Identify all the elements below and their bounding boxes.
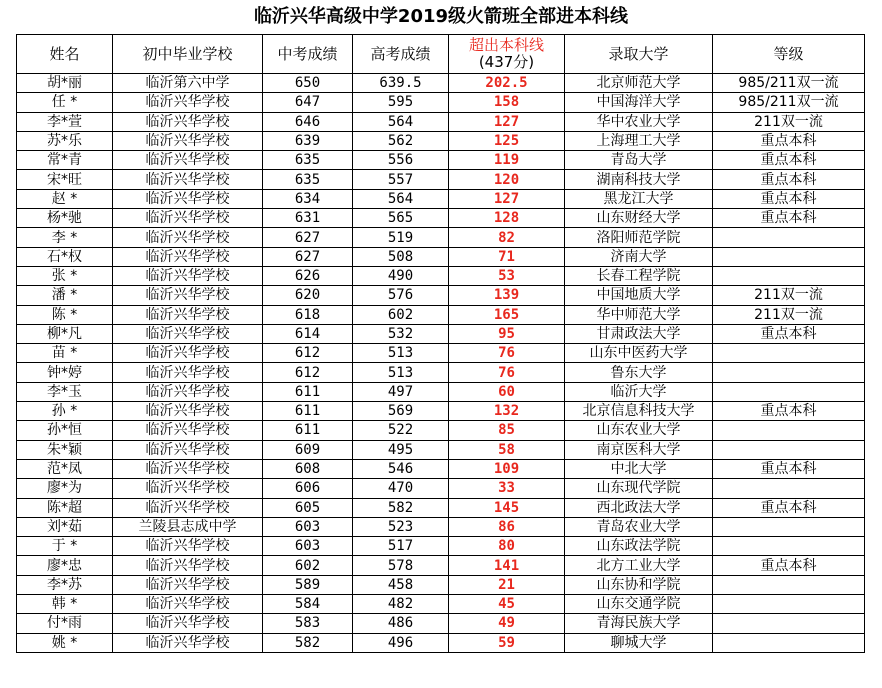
header-exceed-line1: 超出本科线 xyxy=(468,36,544,54)
cell-zhongkao: 650 xyxy=(263,74,353,93)
cell-university: 山东农业大学 xyxy=(565,421,713,440)
cell-university: 长春工程学院 xyxy=(565,266,713,285)
cell-exceed: 132 xyxy=(449,402,565,421)
cell-exceed: 82 xyxy=(449,228,565,247)
cell-school: 临沂兴华学校 xyxy=(113,324,263,343)
cell-gaokao: 602 xyxy=(353,305,449,324)
cell-exceed: 158 xyxy=(449,93,565,112)
cell-gaokao: 639.5 xyxy=(353,74,449,93)
cell-zhongkao: 631 xyxy=(263,209,353,228)
cell-name: 孙*恒 xyxy=(17,421,113,440)
cell-exceed: 120 xyxy=(449,170,565,189)
cell-gaokao: 564 xyxy=(353,189,449,208)
cell-zhongkao: 609 xyxy=(263,440,353,459)
cell-zhongkao: 611 xyxy=(263,402,353,421)
cell-zhongkao: 602 xyxy=(263,556,353,575)
table-row xyxy=(17,537,865,556)
cell-gaokao: 532 xyxy=(353,324,449,343)
cell-name: 钟*婷 xyxy=(17,363,113,382)
cell-gaokao: 578 xyxy=(353,556,449,575)
cell-level xyxy=(713,382,865,401)
cell-name: 苗 * xyxy=(17,344,113,363)
cell-zhongkao: 635 xyxy=(263,170,353,189)
cell-gaokao: 486 xyxy=(353,614,449,633)
cell-gaokao: 517 xyxy=(353,537,449,556)
cell-university: 西北政法大学 xyxy=(565,498,713,517)
cell-zhongkao: 618 xyxy=(263,305,353,324)
table-row xyxy=(17,517,865,536)
cell-school: 临沂兴华学校 xyxy=(113,537,263,556)
cell-zhongkao: 646 xyxy=(263,112,353,131)
cell-school: 兰陵县志成中学 xyxy=(113,517,263,536)
cell-name: 李*萱 xyxy=(17,112,113,131)
cell-school: 临沂兴华学校 xyxy=(113,151,263,170)
cell-exceed: 127 xyxy=(449,112,565,131)
cell-exceed: 85 xyxy=(449,421,565,440)
cell-school: 临沂兴华学校 xyxy=(113,228,263,247)
cell-level: 重点本科 xyxy=(713,459,865,478)
cell-university: 鲁东大学 xyxy=(565,363,713,382)
header-exceed xyxy=(449,35,565,74)
cell-university: 临沂大学 xyxy=(565,382,713,401)
cell-school: 临沂兴华学校 xyxy=(113,131,263,150)
cell-university: 洛阳师范学院 xyxy=(565,228,713,247)
table-row xyxy=(17,556,865,575)
cell-gaokao: 564 xyxy=(353,112,449,131)
cell-gaokao: 496 xyxy=(353,633,449,652)
cell-zhongkao: 611 xyxy=(263,382,353,401)
cell-gaokao: 495 xyxy=(353,440,449,459)
cell-university: 山东中医药大学 xyxy=(565,344,713,363)
cell-name: 孙 * xyxy=(17,402,113,421)
cell-exceed: 59 xyxy=(449,633,565,652)
cell-name: 范*凤 xyxy=(17,459,113,478)
cell-gaokao: 546 xyxy=(353,459,449,478)
cell-zhongkao: 620 xyxy=(263,286,353,305)
cell-zhongkao: 582 xyxy=(263,633,353,652)
cell-level xyxy=(713,517,865,536)
table-row xyxy=(17,421,865,440)
cell-school: 临沂兴华学校 xyxy=(113,247,263,266)
cell-zhongkao: 612 xyxy=(263,363,353,382)
cell-level xyxy=(713,266,865,285)
cell-name: 廖*忠 xyxy=(17,556,113,575)
table-row xyxy=(17,363,865,382)
cell-level: 重点本科 xyxy=(713,189,865,208)
cell-university: 湖南科技大学 xyxy=(565,170,713,189)
cell-exceed: 202.5 xyxy=(449,74,565,93)
header-level: 等级 xyxy=(713,35,865,74)
cell-university: 山东协和学院 xyxy=(565,575,713,594)
cell-name: 柳*凡 xyxy=(17,324,113,343)
cell-university: 北京信息科技大学 xyxy=(565,402,713,421)
cell-level: 重点本科 xyxy=(713,556,865,575)
cell-university: 山东现代学院 xyxy=(565,479,713,498)
cell-gaokao: 582 xyxy=(353,498,449,517)
cell-school: 临沂兴华学校 xyxy=(113,189,263,208)
cell-university: 甘肃政法大学 xyxy=(565,324,713,343)
cell-school: 临沂兴华学校 xyxy=(113,402,263,421)
cell-name: 李*玉 xyxy=(17,382,113,401)
table-row xyxy=(17,170,865,189)
cell-exceed: 125 xyxy=(449,131,565,150)
cell-gaokao: 490 xyxy=(353,266,449,285)
cell-exceed: 21 xyxy=(449,575,565,594)
cell-name: 朱*颖 xyxy=(17,440,113,459)
cell-zhongkao: 606 xyxy=(263,479,353,498)
cell-exceed: 71 xyxy=(449,247,565,266)
cell-gaokao: 519 xyxy=(353,228,449,247)
table-row xyxy=(17,344,865,363)
cell-school: 临沂兴华学校 xyxy=(113,363,263,382)
cell-gaokao: 576 xyxy=(353,286,449,305)
cell-name: 宋*旺 xyxy=(17,170,113,189)
cell-zhongkao: 612 xyxy=(263,344,353,363)
cell-exceed: 76 xyxy=(449,344,565,363)
cell-level xyxy=(713,595,865,614)
cell-name: 苏*乐 xyxy=(17,131,113,150)
cell-level: 211双一流 xyxy=(713,305,865,324)
cell-name: 任 * xyxy=(17,93,113,112)
cell-level xyxy=(713,440,865,459)
table-row xyxy=(17,498,865,517)
cell-exceed: 45 xyxy=(449,595,565,614)
cell-exceed: 109 xyxy=(449,459,565,478)
cell-zhongkao: 627 xyxy=(263,247,353,266)
cell-gaokao: 513 xyxy=(353,344,449,363)
cell-name: 常*青 xyxy=(17,151,113,170)
cell-name: 陈*超 xyxy=(17,498,113,517)
cell-zhongkao: 627 xyxy=(263,228,353,247)
cell-school: 临沂兴华学校 xyxy=(113,614,263,633)
cell-university: 中北大学 xyxy=(565,459,713,478)
cell-level: 重点本科 xyxy=(713,209,865,228)
cell-school: 临沂兴华学校 xyxy=(113,595,263,614)
cell-level xyxy=(713,479,865,498)
cell-university: 华中师范大学 xyxy=(565,305,713,324)
cell-gaokao: 557 xyxy=(353,170,449,189)
cell-zhongkao: 614 xyxy=(263,324,353,343)
cell-exceed: 86 xyxy=(449,517,565,536)
cell-school: 临沂兴华学校 xyxy=(113,209,263,228)
cell-level xyxy=(713,537,865,556)
cell-name: 李*苏 xyxy=(17,575,113,594)
cell-name: 李 * xyxy=(17,228,113,247)
cell-school: 临沂兴华学校 xyxy=(113,382,263,401)
cell-zhongkao: 635 xyxy=(263,151,353,170)
cell-university: 山东政法学院 xyxy=(565,537,713,556)
cell-school: 临沂兴华学校 xyxy=(113,556,263,575)
cell-exceed: 53 xyxy=(449,266,565,285)
table-row xyxy=(17,131,865,150)
table-row xyxy=(17,74,865,93)
cell-level xyxy=(713,421,865,440)
cell-level: 重点本科 xyxy=(713,402,865,421)
cell-university: 上海理工大学 xyxy=(565,131,713,150)
cell-zhongkao: 589 xyxy=(263,575,353,594)
cell-name: 石*权 xyxy=(17,247,113,266)
cell-exceed: 128 xyxy=(449,209,565,228)
cell-name: 胡*丽 xyxy=(17,74,113,93)
cell-exceed: 165 xyxy=(449,305,565,324)
cell-gaokao: 482 xyxy=(353,595,449,614)
cell-gaokao: 523 xyxy=(353,517,449,536)
cell-university: 北方工业大学 xyxy=(565,556,713,575)
cell-name: 赵 * xyxy=(17,189,113,208)
page-title: 临沂兴华高级中学2019级火箭班全部进本科线 xyxy=(253,6,629,27)
cell-level: 重点本科 xyxy=(713,324,865,343)
cell-name: 廖*为 xyxy=(17,479,113,498)
cell-name: 潘 * xyxy=(17,286,113,305)
cell-name: 韩 * xyxy=(17,595,113,614)
cell-exceed: 127 xyxy=(449,189,565,208)
cell-gaokao: 595 xyxy=(353,93,449,112)
cell-gaokao: 562 xyxy=(353,131,449,150)
cell-level xyxy=(713,228,865,247)
cell-name: 陈 * xyxy=(17,305,113,324)
admission-table xyxy=(16,34,865,653)
cell-exceed: 141 xyxy=(449,556,565,575)
cell-school: 临沂第六中学 xyxy=(113,74,263,93)
table-row xyxy=(17,305,865,324)
table-row xyxy=(17,286,865,305)
cell-level xyxy=(713,633,865,652)
cell-university: 北京师范大学 xyxy=(565,74,713,93)
table-row xyxy=(17,382,865,401)
cell-university: 山东财经大学 xyxy=(565,209,713,228)
cell-school: 临沂兴华学校 xyxy=(113,170,263,189)
cell-level: 重点本科 xyxy=(713,151,865,170)
cell-exceed: 80 xyxy=(449,537,565,556)
cell-school: 临沂兴华学校 xyxy=(113,479,263,498)
cell-university: 黑龙江大学 xyxy=(565,189,713,208)
cell-school: 临沂兴华学校 xyxy=(113,459,263,478)
cell-zhongkao: 611 xyxy=(263,421,353,440)
cell-level: 重点本科 xyxy=(713,131,865,150)
table-row xyxy=(17,595,865,614)
header-exceed-line2: (437分) xyxy=(478,53,535,71)
table-row xyxy=(17,247,865,266)
cell-university: 南京医科大学 xyxy=(565,440,713,459)
cell-zhongkao: 634 xyxy=(263,189,353,208)
cell-zhongkao: 626 xyxy=(263,266,353,285)
cell-school: 临沂兴华学校 xyxy=(113,421,263,440)
table-row xyxy=(17,324,865,343)
cell-gaokao: 522 xyxy=(353,421,449,440)
header-gaokao: 高考成绩 xyxy=(353,35,449,74)
cell-gaokao: 508 xyxy=(353,247,449,266)
table-body xyxy=(17,74,865,653)
cell-gaokao: 513 xyxy=(353,363,449,382)
cell-zhongkao: 583 xyxy=(263,614,353,633)
cell-exceed: 76 xyxy=(449,363,565,382)
cell-level xyxy=(713,344,865,363)
cell-school: 临沂兴华学校 xyxy=(113,633,263,652)
cell-university: 青岛农业大学 xyxy=(565,517,713,536)
cell-level: 重点本科 xyxy=(713,498,865,517)
cell-school: 临沂兴华学校 xyxy=(113,440,263,459)
cell-university: 青岛大学 xyxy=(565,151,713,170)
cell-exceed: 119 xyxy=(449,151,565,170)
cell-level xyxy=(713,247,865,266)
cell-zhongkao: 603 xyxy=(263,517,353,536)
cell-zhongkao: 647 xyxy=(263,93,353,112)
table-row xyxy=(17,575,865,594)
cell-exceed: 60 xyxy=(449,382,565,401)
table-row xyxy=(17,614,865,633)
cell-university: 华中农业大学 xyxy=(565,112,713,131)
cell-name: 杨*驰 xyxy=(17,209,113,228)
table-row xyxy=(17,112,865,131)
cell-level: 211双一流 xyxy=(713,112,865,131)
cell-school: 临沂兴华学校 xyxy=(113,305,263,324)
cell-exceed: 49 xyxy=(449,614,565,633)
cell-gaokao: 569 xyxy=(353,402,449,421)
cell-name: 姚 * xyxy=(17,633,113,652)
cell-level: 985/211双一流 xyxy=(713,74,865,93)
cell-name: 张 * xyxy=(17,266,113,285)
table-row xyxy=(17,228,865,247)
table-row xyxy=(17,189,865,208)
header-name: 姓名 xyxy=(17,35,113,74)
header-university: 录取大学 xyxy=(565,35,713,74)
cell-university: 中国海洋大学 xyxy=(565,93,713,112)
cell-university: 济南大学 xyxy=(565,247,713,266)
table-header-row xyxy=(17,35,865,74)
cell-zhongkao: 605 xyxy=(263,498,353,517)
cell-level: 重点本科 xyxy=(713,170,865,189)
cell-level xyxy=(713,575,865,594)
cell-level xyxy=(713,614,865,633)
table-row xyxy=(17,459,865,478)
cell-university: 山东交通学院 xyxy=(565,595,713,614)
cell-school: 临沂兴华学校 xyxy=(113,93,263,112)
table-row xyxy=(17,266,865,285)
cell-level: 985/211双一流 xyxy=(713,93,865,112)
cell-zhongkao: 603 xyxy=(263,537,353,556)
table-row xyxy=(17,209,865,228)
table-row xyxy=(17,93,865,112)
table-row xyxy=(17,633,865,652)
header-zhongkao: 中考成绩 xyxy=(263,35,353,74)
cell-school: 临沂兴华学校 xyxy=(113,498,263,517)
cell-exceed: 33 xyxy=(449,479,565,498)
cell-zhongkao: 584 xyxy=(263,595,353,614)
cell-name: 于 * xyxy=(17,537,113,556)
cell-level xyxy=(713,363,865,382)
cell-gaokao: 565 xyxy=(353,209,449,228)
cell-name: 付*雨 xyxy=(17,614,113,633)
cell-gaokao: 556 xyxy=(353,151,449,170)
cell-zhongkao: 639 xyxy=(263,131,353,150)
cell-gaokao: 458 xyxy=(353,575,449,594)
cell-zhongkao: 608 xyxy=(263,459,353,478)
cell-exceed: 145 xyxy=(449,498,565,517)
cell-exceed: 58 xyxy=(449,440,565,459)
cell-level: 211双一流 xyxy=(713,286,865,305)
cell-school: 临沂兴华学校 xyxy=(113,286,263,305)
cell-gaokao: 470 xyxy=(353,479,449,498)
cell-exceed: 95 xyxy=(449,324,565,343)
table-row xyxy=(17,479,865,498)
header-school: 初中毕业学校 xyxy=(113,35,263,74)
cell-gaokao: 497 xyxy=(353,382,449,401)
cell-school: 临沂兴华学校 xyxy=(113,575,263,594)
table-row xyxy=(17,440,865,459)
table-row xyxy=(17,402,865,421)
cell-university: 聊城大学 xyxy=(565,633,713,652)
cell-university: 中国地质大学 xyxy=(565,286,713,305)
table-row xyxy=(17,151,865,170)
cell-name: 刘*茹 xyxy=(17,517,113,536)
cell-university: 青海民族大学 xyxy=(565,614,713,633)
cell-school: 临沂兴华学校 xyxy=(113,112,263,131)
cell-exceed: 139 xyxy=(449,286,565,305)
cell-school: 临沂兴华学校 xyxy=(113,344,263,363)
cell-school: 临沂兴华学校 xyxy=(113,266,263,285)
